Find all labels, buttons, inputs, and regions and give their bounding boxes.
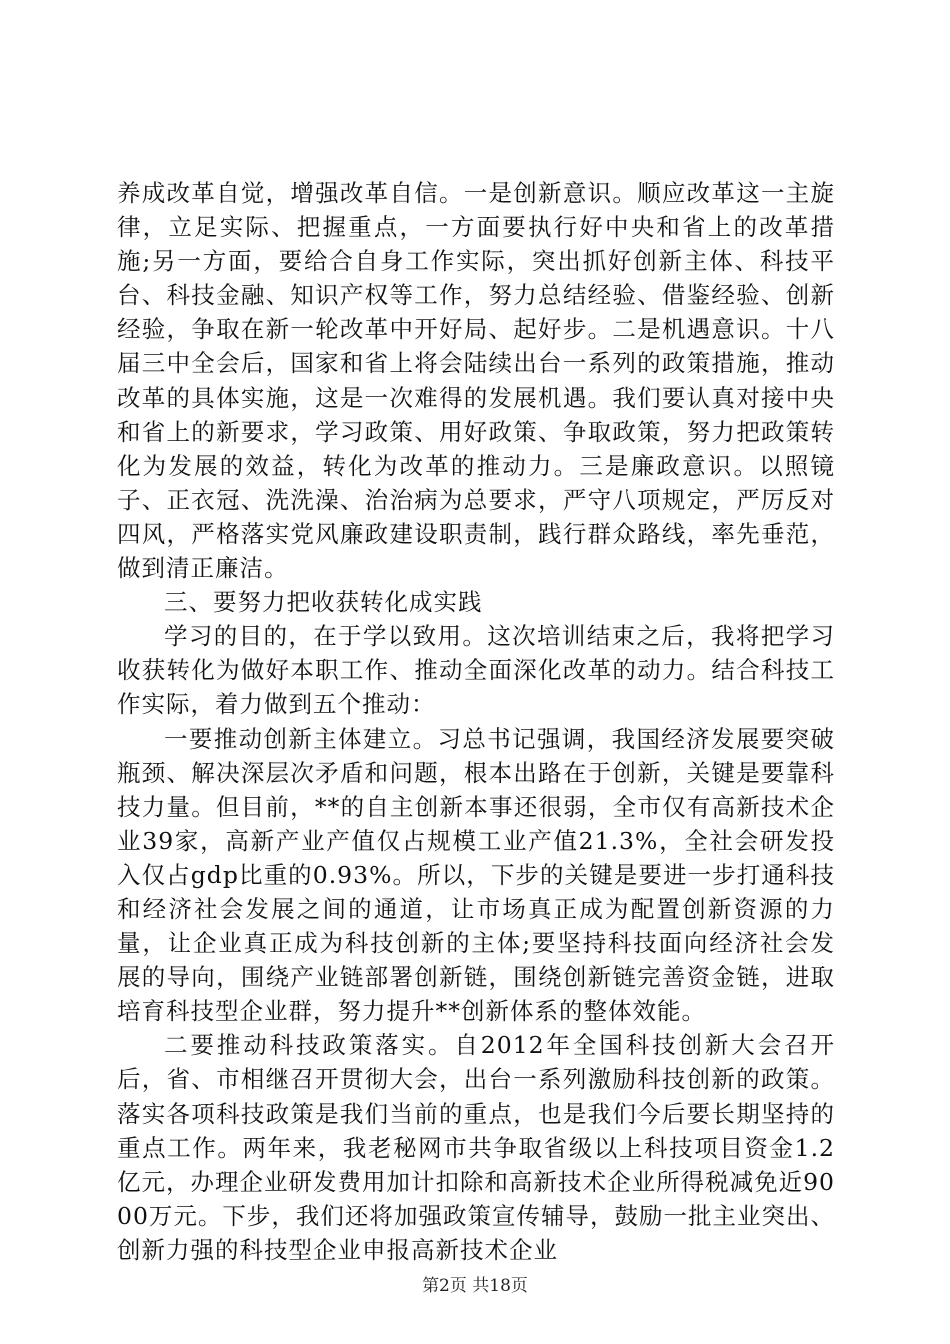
paragraph: 二要推动科技政策落实。自2012年全国科技创新大会召开后，省、市相继召开贯彻大会，出台一系列激励科技创新的政策。落实各项科技政策是我们当前的重点，也是我们今后要长期坚持的重点工作。两年来，我老秘网市共争取省级以上科技项目资金1.2亿元，办理企业研发费用加计扣除和高新技术企业所得税减免近9000万元。下步，我们还将加强政策宣传辅导，鼓励一批主业突出、创新力强的科技型企业申报高新技术企业 — [117, 1031, 835, 1264]
page-number-footer: 第2页 共18页 — [422, 1276, 528, 1296]
paragraph-continuation: 养成改革自觉，增强改革自信。一是创新意识。顺应改革这一主旋律，立足实际、把握重点，一方面要执行好中央和省上的改革措施;另一方面，要给合自身工作实际，突出抓好创新主体、科技平台、科技金融、知识产权等工作，努力总结经验、借鉴经验、创新经验，争取在新一轮改革中开好局、起好步。二是机遇意识。十八届三中全会后，国家和省上将会陆续出台一系列的政策措施，推动改革的具体实施，这是一次难得的发展机遇。我们要认真对接中央和省上的新要求，学习政策、用好政策、争取政策，努力把政策转化为发展的效益，转化为改革的推动力。三是廉政意识。以照镜子、正衣冠、洗洗澡、治治病为总要求，严守八项规定，严厉反对四风，严格落实党风廉政建设职责制，践行群众路线，率先垂范，做到清正廉洁。 — [117, 179, 835, 583]
section-heading: 三、要努力把收获转化成实践 — [164, 588, 483, 617]
paragraph: 一要推动创新主体建立。习总书记强调，我国经济发展要突破瓶颈、解决深层次矛盾和问题，根本出路在于创新，关键是要靠科技力量。但目前，**的自主创新本事还很弱，全市仅有高新技术企业39家，高新产业产值仅占规模工业产值21.3%，全社会研发投入仅占gdp比重的0.93%。所以，下步的关键是要进一步打通科技和经济社会发展之间的通道，让市场真正成为配置创新资源的力量，让企业真正成为科技创新的主体;要坚持科技面向经济社会发展的导向，围绕产业链部署创新链，围绕创新链完善资金链，进取培育科技型企业群，努力提升**创新体系的整体效能。 — [117, 724, 835, 1026]
document-body — [117, 176, 835, 1267]
paragraph: 学习的目的，在于学以致用。这次培训结束之后，我将把学习收获转化为做好本职工作、推动全面深化改革的动力。结合科技工作实际，着力做到五个推动： — [117, 622, 835, 719]
